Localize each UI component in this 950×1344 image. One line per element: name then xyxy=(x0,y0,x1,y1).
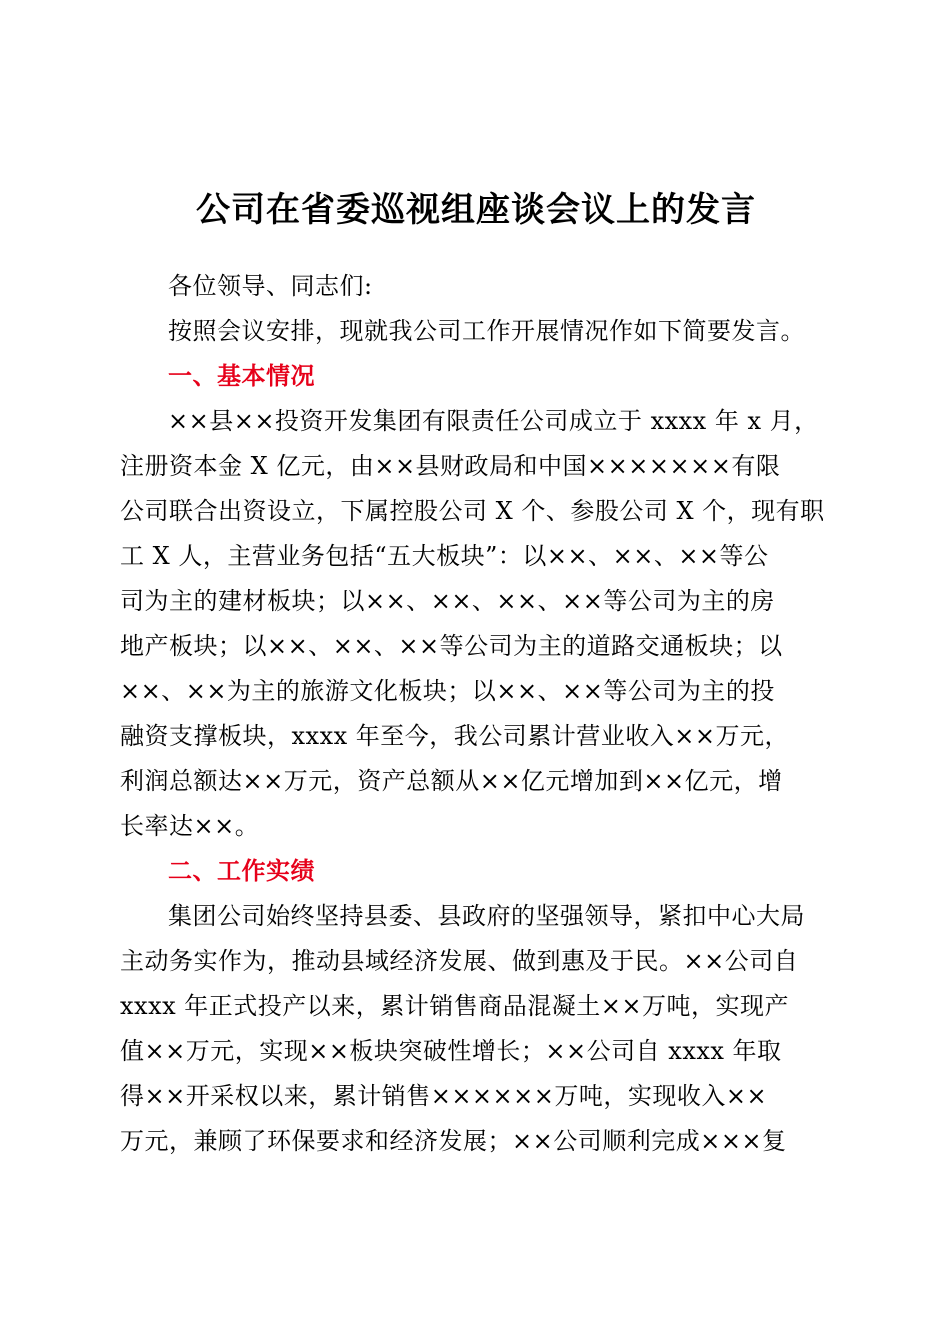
paragraph-line: 长率达××。 xyxy=(120,812,260,840)
paragraph-line: 公司联合出资设立，下属控股公司 X 个、参股公司 X 个，现有职 xyxy=(120,497,825,525)
paragraph-line: ××、××为主的旅游文化板块；以××、××等公司为主的投 xyxy=(120,677,775,705)
paragraph-line: 得××开采权以来，累计销售××××××万吨，实现收入×× xyxy=(120,1082,768,1110)
document-title: 公司在省委巡视组座谈会议上的发言 xyxy=(196,190,756,230)
section-heading-basic: 一、基本情况 xyxy=(168,362,315,390)
section-heading-achievements: 二、工作实绩 xyxy=(168,857,315,885)
intro-paragraph: 按照会议安排，现就我公司工作开展情况作如下简要发言。 xyxy=(168,317,805,345)
paragraph-line: 注册资本金 X 亿元，由××县财政局和中国×××××××有限 xyxy=(120,452,781,480)
paragraph-line: 利润总额达××万元，资产总额从××亿元增加到××亿元，增 xyxy=(120,767,783,795)
paragraph-line: 万元，兼顾了环保要求和经济发展；××公司顺利完成×××复 xyxy=(120,1127,787,1155)
paragraph-line: 集团公司始终坚持县委、县政府的坚强领导，紧扣中心大局 xyxy=(168,902,805,930)
paragraph-line: 地产板块；以××、××、××等公司为主的道路交通板块；以 xyxy=(120,632,783,660)
document-body xyxy=(120,264,832,1164)
paragraph-line: 司为主的建材板块；以××、××、××、××等公司为主的房 xyxy=(120,587,775,615)
paragraph-line: xxxx 年正式投产以来，累计销售商品混凝土××万吨，实现产 xyxy=(120,992,789,1020)
paragraph-line: ××县××投资开发集团有限责任公司成立于 xxxx 年 x 月， xyxy=(168,407,819,435)
paragraph-line: 融资支撑板块，xxxx 年至今，我公司累计营业收入××万元， xyxy=(120,722,789,750)
salutation: 各位领导、同志们: xyxy=(168,272,373,300)
paragraph-line: 工 X 人，主营业务包括“五大板块”：以××、××、××等公 xyxy=(120,542,769,570)
document-page xyxy=(120,0,832,1344)
paragraph-line: 主动务实作为，推动县域经济发展、做到惠及于民。××公司自 xyxy=(120,947,799,975)
paragraph-line: 值××万元，实现××板块突破性增长；××公司自 xxxx 年取 xyxy=(120,1037,782,1065)
